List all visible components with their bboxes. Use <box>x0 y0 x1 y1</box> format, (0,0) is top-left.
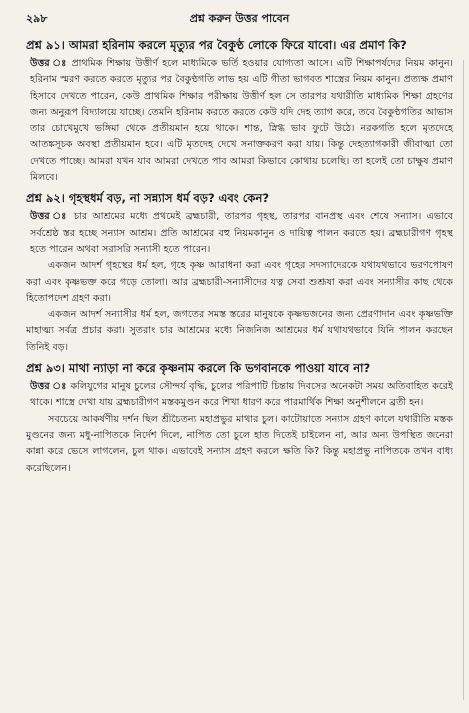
answer-label: উত্তর ঃ <box>30 381 67 393</box>
question-heading: প্রশ্ন ৯১। আমরা হরিনাম করলে মৃত্যুর পর বৈকুণ্ঠ লোকে ফিরে যাবো। এর প্রমাণ কি? <box>26 38 407 52</box>
answer-paragraph <box>26 379 453 412</box>
running-title: প্রশ্ন করুন উত্তর পাবেন <box>189 12 290 25</box>
question-heading: প্রশ্ন ৯২। গৃহস্থধর্ম বড়, না সন্ন্যাস ধর্ম বড়? এবং কেন? <box>26 191 269 206</box>
answer-paragraph <box>26 209 453 258</box>
page-content <box>26 36 453 477</box>
body-paragraph: একজন আদর্শ সন্যাসীর ধর্ম হল, জগতের সমস্ত স্তরের মানুষকে কৃষ্ণভজনের জন্য প্রেরণাদান এবং কৃষ্ণভক্তি মাহাত্ম্য সর্বত্র প্রচার করা। সুতরাং চার আশ্রমের মধ্যে নিজনিজ আশ্রমের ধর্ম যথাযথভাবে যিনি পালন করছেন তিনিই বড়। <box>26 309 453 353</box>
answer-paragraph <box>26 56 453 186</box>
body-paragraph: সবচেয়ে আকর্ষণীয় দর্শন ছিল শ্রীচৈতন্য মহাপ্রভুর মাথার চুল। কাটোয়াতে সন্যাস গ্রহণ কালে যথারীতি মস্তক মুণ্ডনের জন্য মধু-নাপিতকে নির্দেশ দিলে, নাপিত তো চুলে হাত দিতেই চাইলেন না, আর অন্য উপস্থিত জনেরা কান্না করে ভেসে লাগলেন, চুল থাক। এভাবেই সন্যাস গ্রহণ করলে ক্ষতি কি? কিন্তু মহাপ্রভু নাপিতকে তখন বাধ্য করেছিলেন। <box>26 413 453 474</box>
answer-text: কলিযুগের মানুষ চুলের সৌন্দর্য বৃদ্ধি, চুলের পরিপাটি চিন্তায় দিবসের অনেকটা সময় অতিবাহিত করেই থাকে। শাস্ত্রে দেখা যায় ব্রহ্মচারীগণ মস্তকমুণ্ডন করে শিখা ধারণ করে পারমার্থিক শিক্ষা অনুশীলনে ব্রতী হন। <box>30 381 453 409</box>
body-paragraph: একজন আদর্শ গৃহস্থের ধর্ম হল, গৃহে কৃষ্ণ আরাধনা করা এবং গৃহের সদস্যাদেরকে যথাযথভাবে ভরণপোষণ করা এবং কৃষ্ণভক্ত করে গড়ে তোলা। আর ব্রহ্মচারী-সন্যাসীদের যত্ন সেবা শুশ্রূষা করা এবং সন্যাসীর কাছ থেকে হিতোপদেশ গ্রহণ করা। <box>26 260 453 304</box>
page-header <box>26 10 453 30</box>
answer-label: উত্তর ঃ <box>30 58 68 69</box>
answer-text: চার আশ্রমের মধ্যে প্রথমেই ব্রহ্মচারী, তারপর গৃহস্থ, তারপর বানপ্রস্থ এবং শেষে সন্যাস। এভাবে সর্বশ্রেষ্ঠ স্তর হচ্ছে সন্যাস আশ্রম। প্রতি আশ্রমের বহু নিয়মকানুন ও দায়িত্ব পালন করতে হয়। ব্রহ্মচারীগণ গৃহস্থ হতে পারেন অথবা সরাসরি সন্যাসী হতে পারেন। <box>30 211 453 255</box>
page-edge-shadow <box>463 60 464 700</box>
page-number: ২৯৮ <box>26 12 48 25</box>
answer-text: প্রাথমিক শিক্ষায় উত্তীর্ণ হলে মাধ্যমিকে ভর্তি হওয়ার যোগ্যতা আসে। এটি শিক্ষাপর্ষদের নিয়ম কানুন। হরিনাম স্মরণ করতে করতে মৃত্যুর পর বৈকুণ্ঠগতি লাভ হয় এটি গীতা ভাগবত শাস্ত্রের নিয়ম কানুন। প্রত্যক্ষ প্রমাণ হিসাবে দেখতে পারেন, কেউ প্রাথমিক শিক্ষার পরীক্ষায় উত্তীর্ণ হল সে তারপর যথারীতি মাধ্যমিক শিক্ষা গ্রহণের জন্য অনুরূপ বিদ্যালয়ে যাচ্ছে। তেমনি হরিনাম করতে করতে কেউ যদি দেহ ত্যাগ করে, তবে বৈকুণ্ঠগতির আভাস তার চোখেমুখে ভঙ্গিমা থেকে প্রতীয়মান হয়ে থাকে। শান্ত, স্নিগ্ধ ভাব ফুটে উঠে। নরকগতি হলে মৃতদেহে আতঙ্কসূচক অবস্থা প্রতীয়মান হবে। এটি মৃতদেহ দেখে সনাক্তকরণ করা যায়। কিন্তু দেহত্যাগকারী জীবাত্মা তো দেখতে পাচ্ছে। আমরা যখন যাব আমরা দেখতে পাব আমরা কিভাবে কোথায় চলেছি। তা হলেই তো চাক্ষুষ প্রমাণ মিলবে। <box>30 58 453 184</box>
question-heading: প্রশ্ন ৯৩। মাথা ন্যাড়া না করে কৃষ্ণনাম করলে কি ভগবানকে পাওয়া যাবে না? <box>26 361 371 376</box>
answer-label: উত্তর ঃ <box>30 211 69 223</box>
